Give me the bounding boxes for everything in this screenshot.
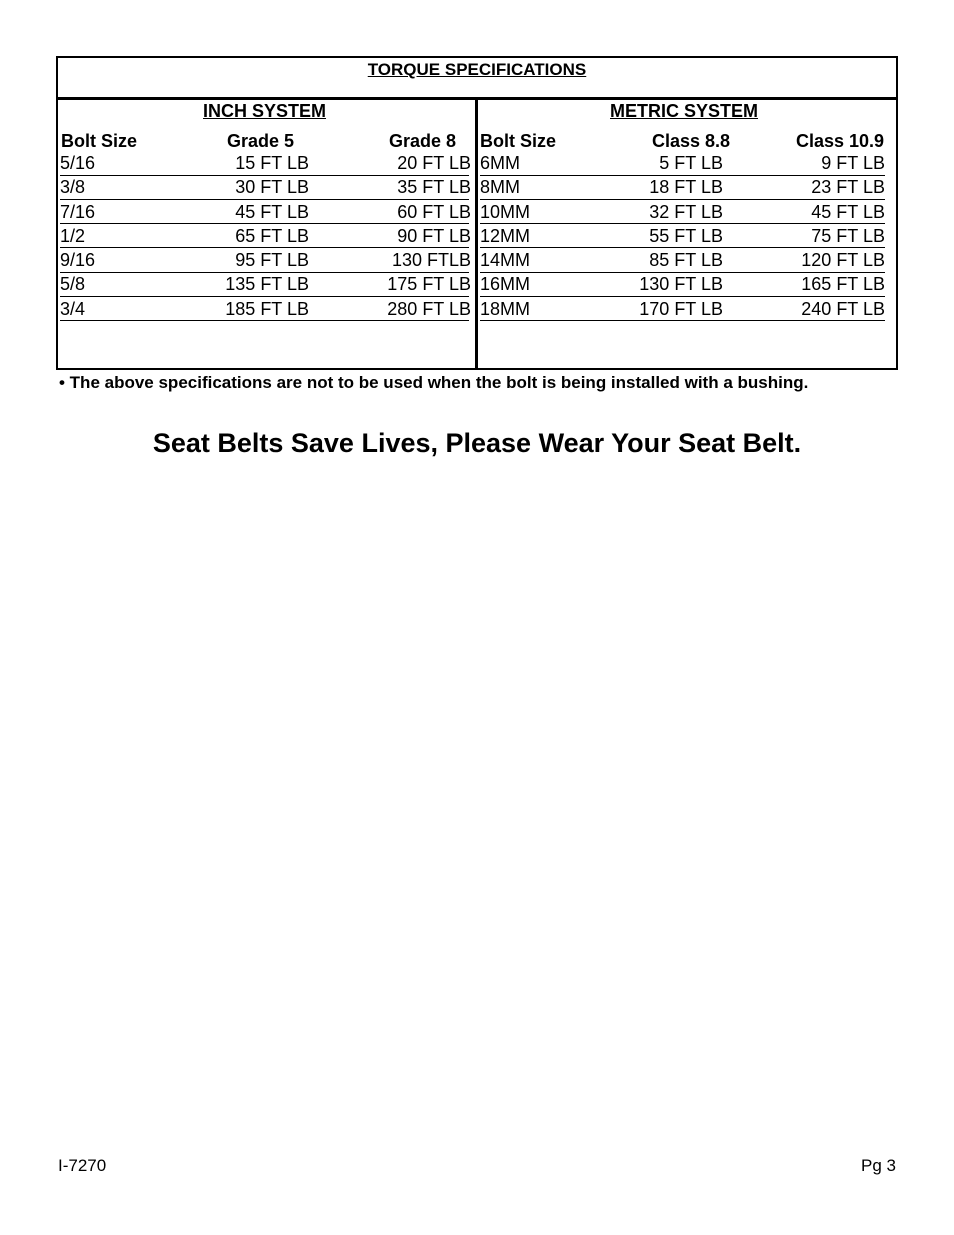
inch-column-headers (58, 130, 475, 152)
inch-cell-value-2: 35 FT LB (397, 177, 471, 198)
inch-cell-value-2: 20 FT LB (397, 153, 471, 173)
inch-cell-value-1: 95 FT LB (235, 250, 309, 271)
inch-cell-bolt-size: 1/2 (60, 225, 86, 246)
seat-belt-slogan: Seat Belts Save Lives, Please Wear Your Seat Belt. (152, 428, 802, 458)
inch-cell-bolt-size: 3/8 (60, 177, 86, 198)
metric-cell-value-1: 170 FT LB (639, 298, 723, 319)
metric-cell-bolt-size: 18MM (480, 298, 531, 319)
metric-system-section (478, 100, 896, 368)
inch-cell-value-1: 65 FT LB (235, 225, 309, 246)
inch-header-grade-5: Grade 5 (227, 131, 295, 151)
inch-header-grade-8: Grade 8 (389, 131, 457, 151)
metric-system-title: METRIC SYSTEM (610, 101, 759, 121)
inch-cell-value-2: 90 FT LB (397, 225, 471, 246)
metric-cell-bolt-size: 6MM (480, 153, 520, 173)
metric-cell-bolt-size: 8MM (480, 177, 520, 198)
inch-table-row (60, 201, 469, 225)
metric-cell-bolt-size: 14MM (480, 250, 531, 271)
metric-cell-value-2: 120 FT LB (801, 250, 885, 271)
inch-system-title: INCH SYSTEM (203, 101, 327, 121)
inch-table-row (60, 176, 469, 200)
metric-cell-value-1: 18 FT LB (649, 177, 723, 198)
inch-cell-bolt-size: 9/16 (60, 250, 96, 271)
inch-cell-bolt-size: 7/16 (60, 201, 96, 222)
inch-table-row (60, 152, 469, 176)
metric-header-bolt-size: Bolt Size (480, 131, 557, 151)
metric-table-row (480, 201, 885, 225)
bushing-note: • The above specifications are not to be used when the bolt is being installed with a bushing. (59, 373, 809, 392)
inch-cell-value-2: 280 FT LB (387, 298, 471, 319)
metric-cell-value-1: 32 FT LB (649, 201, 723, 222)
inch-cell-value-1: 30 FT LB (235, 177, 309, 198)
metric-cell-value-1: 5 FT LB (659, 153, 723, 173)
inch-table-row (60, 273, 469, 297)
metric-rows (480, 152, 885, 322)
metric-cell-value-2: 9 FT LB (821, 153, 885, 173)
inch-cell-value-2: 60 FT LB (397, 201, 471, 222)
metric-cell-bolt-size: 16MM (480, 274, 531, 295)
torque-specifications-table (56, 56, 898, 370)
metric-cell-value-2: 45 FT LB (811, 201, 885, 222)
metric-cell-value-1: 130 FT LB (639, 274, 723, 295)
metric-cell-value-2: 240 FT LB (801, 298, 885, 319)
metric-header-class-8-8: Class 8.8 (652, 131, 731, 151)
metric-cell-bolt-size: 10MM (480, 201, 531, 222)
metric-column-headers (478, 130, 896, 152)
metric-cell-value-2: 75 FT LB (811, 225, 885, 246)
inch-cell-bolt-size: 5/8 (60, 274, 86, 295)
page-number: Pg 3 (861, 1156, 896, 1175)
metric-table-row (480, 225, 885, 249)
inch-cell-value-2: 175 FT LB (387, 274, 471, 295)
inch-cell-value-1: 45 FT LB (235, 201, 309, 222)
inch-cell-bolt-size: 5/16 (60, 153, 96, 173)
metric-cell-value-2: 165 FT LB (801, 274, 885, 295)
inch-table-row (60, 298, 469, 322)
inch-cell-value-2: 130 FTLB (391, 250, 471, 271)
inch-cell-value-1: 15 FT LB (235, 153, 309, 173)
torque-table-title: TORQUE SPECIFICATIONS (367, 60, 587, 79)
metric-table-row (480, 298, 885, 322)
metric-cell-value-1: 85 FT LB (649, 250, 723, 271)
metric-cell-value-1: 55 FT LB (649, 225, 723, 246)
inch-table-row (60, 249, 469, 273)
metric-cell-bolt-size: 12MM (480, 225, 531, 246)
inch-table-row (60, 225, 469, 249)
metric-cell-value-2: 23 FT LB (811, 177, 885, 198)
metric-table-row (480, 176, 885, 200)
metric-header-class-10-9: Class 10.9 (796, 131, 885, 151)
inch-cell-bolt-size: 3/4 (60, 298, 86, 319)
document-id: I-7270 (58, 1156, 107, 1175)
inch-cell-value-1: 135 FT LB (225, 274, 309, 295)
inch-rows (60, 152, 469, 322)
metric-table-row (480, 273, 885, 297)
inch-header-bolt-size: Bolt Size (61, 131, 138, 151)
inch-cell-value-1: 185 FT LB (225, 298, 309, 319)
metric-table-row (480, 152, 885, 176)
metric-table-row (480, 249, 885, 273)
inch-system-section (58, 100, 475, 368)
